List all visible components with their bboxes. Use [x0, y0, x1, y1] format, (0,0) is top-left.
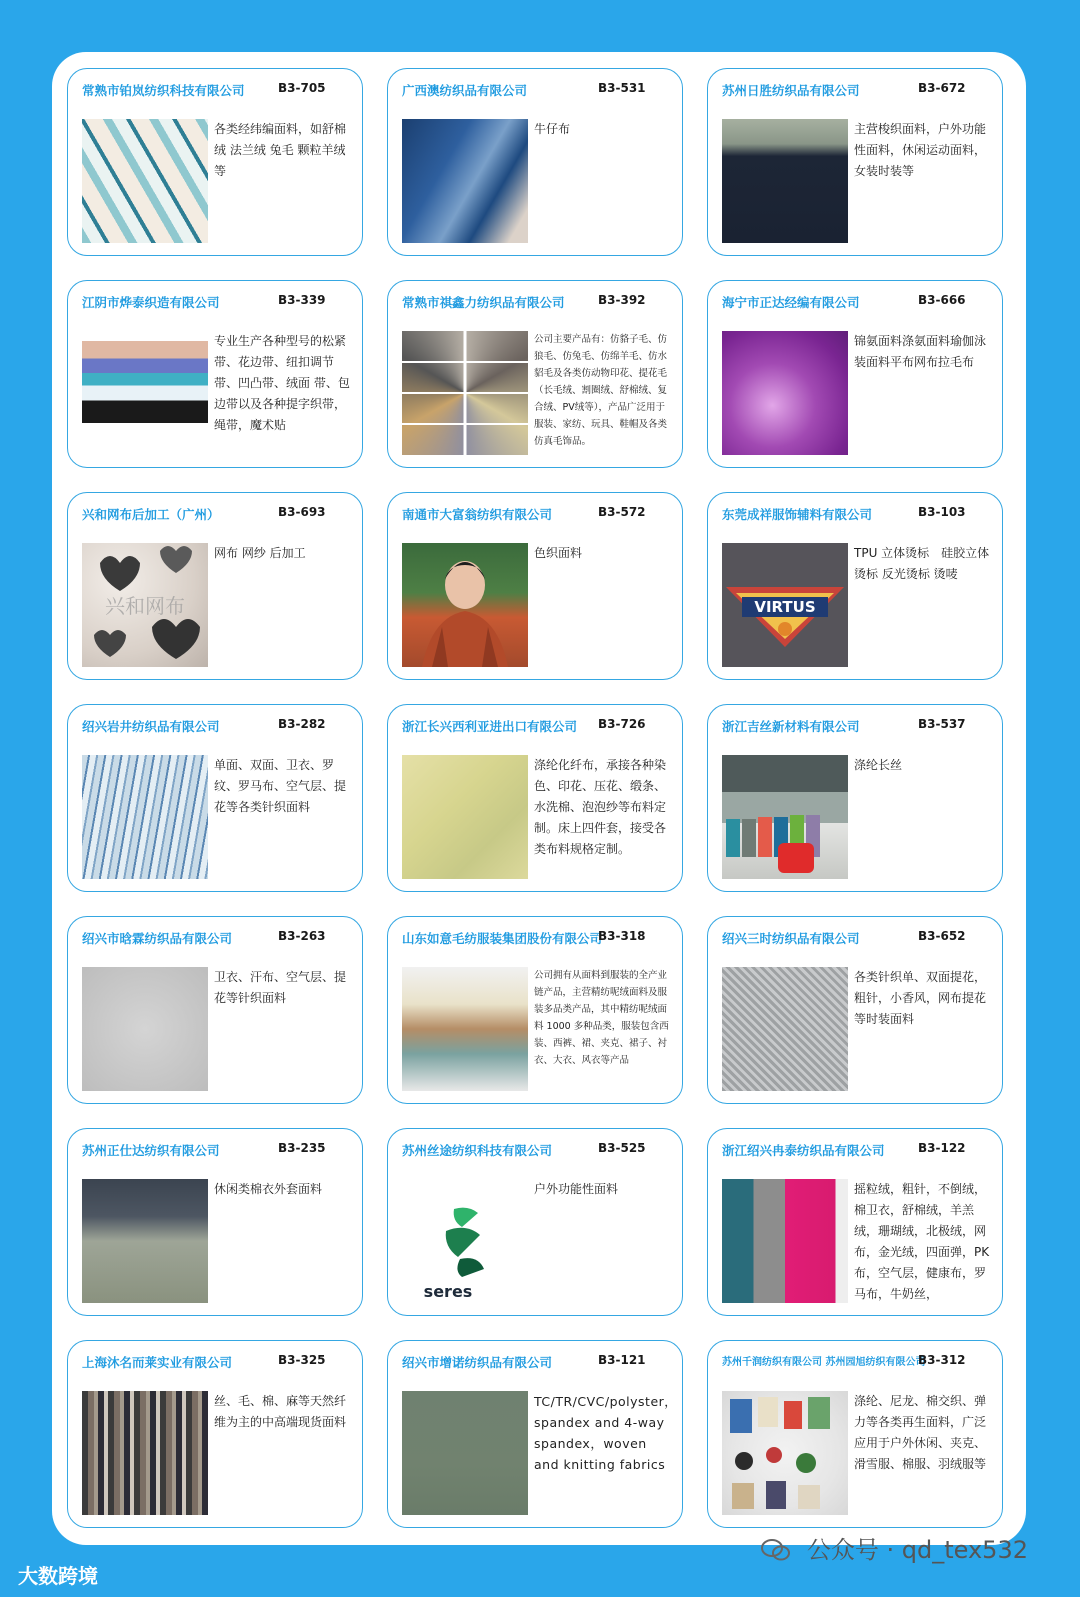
- product-image: [402, 1391, 528, 1515]
- seres-logo: [402, 1179, 528, 1303]
- booth-number: B3-312: [918, 1353, 966, 1367]
- product-image: [722, 967, 848, 1091]
- exhibitor-card[interactable]: [387, 916, 683, 1104]
- product-description: 牛仔布: [534, 122, 571, 136]
- company-name: 绍兴市增诺纺织品有限公司: [402, 1355, 553, 1370]
- product-image: [722, 119, 848, 243]
- exhibitor-card[interactable]: [707, 1340, 1003, 1528]
- booth-number: B3-693: [278, 505, 326, 519]
- exhibitor-card[interactable]: [387, 68, 683, 256]
- product-description: 涤纶、尼龙、棉交织、弹力等各类再生面料，广泛应用于户外休闲、夹克、滑雪服、棉服、羽绒服等: [854, 1394, 987, 1471]
- company-name: 东莞成祥服饰辅料有限公司: [722, 507, 873, 522]
- company-name: 苏州日胜纺织品有限公司: [722, 83, 860, 98]
- company-name: 苏州正仕达纺织有限公司: [82, 1143, 220, 1158]
- booth-number: B3-235: [278, 1141, 326, 1155]
- product-description: 色织面料: [534, 546, 583, 560]
- booth-number: B3-572: [598, 505, 646, 519]
- exhibitor-card[interactable]: [67, 704, 363, 892]
- product-description: 涤纶化纤布，承接各种染色、印花、压花、缎条、水洗棉、泡泡纱等布料定制。床上四件套，接受各类布料规格定制。: [534, 758, 667, 856]
- product-description: 丝、毛、棉、麻等天然纤维为主的中高端现货面料: [214, 1394, 347, 1429]
- product-image: [402, 1179, 528, 1303]
- yarn-spools-graphic: [722, 755, 848, 879]
- product-image: [82, 1391, 208, 1515]
- exhibitor-card[interactable]: [67, 68, 363, 256]
- product-image: [82, 967, 208, 1091]
- product-image: [722, 331, 848, 455]
- product-description: 网布 网纱 后加工: [214, 546, 306, 560]
- booth-number: B3-103: [918, 505, 966, 519]
- badge-logo-graphic: [722, 543, 848, 667]
- exhibitor-card[interactable]: [707, 492, 1003, 680]
- company-name: 苏州丝途纺织科技有限公司: [402, 1143, 553, 1158]
- company-name: 浙江吉丝新材料有限公司: [722, 719, 860, 734]
- product-image: [82, 331, 208, 455]
- product-description: 休闲类棉衣外套面料: [214, 1182, 323, 1196]
- booth-number: B3-122: [918, 1141, 966, 1155]
- exhibitor-card[interactable]: [707, 916, 1003, 1104]
- company-name: 绍兴市晗霖纺织品有限公司: [82, 931, 233, 946]
- company-name: 常熟市铂岚纺织科技有限公司: [82, 83, 245, 98]
- wechat-account: [761, 1530, 1028, 1565]
- company-name: 苏州千润纺织有限公司 苏州园旭纺织有限公司: [722, 1357, 926, 1368]
- product-description: 公司主要产品有：仿貉子毛、仿狼毛、仿兔毛、仿绵羊毛、仿水貂毛及各类仿动物印花、提花毛（长毛绒、割圈绒、舒棉绒、复合绒、PV绒等），产品广泛用于服装、家纺、玩具、鞋帽及各类仿真毛饰品。: [534, 334, 668, 447]
- exhibitor-card[interactable]: [387, 492, 683, 680]
- company-name: 上海沐名而莱实业有限公司: [82, 1355, 233, 1370]
- company-name: 广西澳纺织品有限公司: [402, 83, 528, 98]
- company-name: 海宁市正达经编有限公司: [722, 295, 860, 310]
- booth-number: B3-537: [918, 717, 966, 731]
- company-name: 浙江绍兴冉泰纺织品有限公司: [722, 1143, 885, 1158]
- person-photo-graphic: [402, 543, 528, 667]
- heart-patches-graphic: [82, 543, 208, 667]
- product-image: [402, 331, 528, 455]
- seres-text: seres: [423, 1282, 473, 1301]
- exhibitor-grid: [67, 68, 1003, 1528]
- exhibitor-card[interactable]: [67, 1340, 363, 1528]
- brand-text: 大数跨境: [18, 1564, 98, 1588]
- company-name: 山东如意毛纺服装集团股份有限公司: [402, 931, 603, 946]
- company-name: 兴和网布后加工（广州）: [82, 507, 220, 522]
- product-description: 摇粒绒，粗针，不倒绒，棉卫衣，舒棉绒，羊羔绒，珊瑚绒，北极绒，网布，金光绒，四面弹，PK 布，空气层，健康布，罗马布，牛奶丝，: [854, 1182, 990, 1301]
- exhibitor-card[interactable]: [67, 916, 363, 1104]
- exhibitor-card[interactable]: [387, 1340, 683, 1528]
- product-image: [402, 967, 528, 1091]
- booth-number: B3-531: [598, 81, 646, 95]
- company-name: 江阴市烨泰织造有限公司: [82, 295, 220, 310]
- product-description: 卫衣、汗布、空气层、提花等针织面料: [214, 970, 347, 1005]
- product-description: 涤纶长丝: [854, 758, 903, 772]
- wechat-account-text: 公众号 · qd_tex532: [806, 1536, 1028, 1564]
- product-image: [722, 755, 848, 879]
- company-name: 浙江长兴西利亚进出口有限公司: [402, 719, 578, 734]
- content-panel: [52, 52, 1026, 1545]
- product-image: [402, 543, 528, 667]
- wechat-icon: [761, 1539, 791, 1561]
- exhibitor-card[interactable]: [707, 1128, 1003, 1316]
- brand-watermark: [18, 1560, 98, 1589]
- company-name: 绍兴岩井纺织品有限公司: [82, 719, 220, 734]
- booth-number: B3-672: [918, 81, 966, 95]
- booth-number: B3-282: [278, 717, 326, 731]
- exhibitor-card[interactable]: [387, 1128, 683, 1316]
- booth-number: B3-726: [598, 717, 646, 731]
- product-description: 主营梭织面料，户外功能性面料，休闲运动面料，女装时装等: [854, 122, 987, 178]
- thumb-watermark: 兴和网布: [105, 594, 185, 618]
- booth-number: B3-325: [278, 1353, 326, 1367]
- product-description: 户外功能性面料: [534, 1182, 619, 1196]
- booth-number: B3-263: [278, 929, 326, 943]
- exhibitor-card[interactable]: [707, 68, 1003, 256]
- product-image: [722, 1391, 848, 1515]
- product-image: [82, 119, 208, 243]
- booth-number: B3-705: [278, 81, 326, 95]
- booth-number: B3-318: [598, 929, 646, 943]
- product-image: [402, 119, 528, 243]
- product-image: [82, 1179, 208, 1303]
- booth-number: B3-121: [598, 1353, 646, 1367]
- product-image: [722, 543, 848, 667]
- product-image: [722, 1179, 848, 1303]
- booth-number: B3-652: [918, 929, 966, 943]
- product-image: [82, 755, 208, 879]
- product-description: 各类针织单、双面提花，粗针，小香风，网布提花等时装面料: [854, 970, 987, 1026]
- exhibitor-card[interactable]: [67, 1128, 363, 1316]
- booth-number: B3-525: [598, 1141, 646, 1155]
- product-description: TC/TR/CVC/polyster，spandex and 4-way spandex，woven and knitting fabrics: [534, 1394, 678, 1472]
- exhibitor-card[interactable]: [67, 492, 363, 680]
- product-description: 专业生产各种型号的松紧带、花边带、纽扣调节带、凹凸带、绒面 带、包边带以及各种提字织带，绳带，魔术贴: [214, 334, 350, 432]
- booth-number: B3-666: [918, 293, 966, 307]
- product-description: 各类经纬编面料，如舒棉绒 法兰绒 兔毛 颗粒羊绒等: [214, 122, 347, 178]
- product-description: 锦氨面料涤氨面料瑜伽泳装面料平布网布拉毛布: [854, 334, 987, 369]
- company-name: 绍兴三时纺织品有限公司: [722, 931, 860, 946]
- exhibitor-card[interactable]: [387, 704, 683, 892]
- product-description: TPU 立体烫标 硅胶立体烫标 反光烫标 烫唛: [854, 546, 990, 581]
- product-image: [402, 755, 528, 879]
- booth-number: B3-339: [278, 293, 326, 307]
- exhibitor-card[interactable]: [707, 280, 1003, 468]
- hangtag-samples-graphic: [722, 1391, 848, 1515]
- exhibitor-card[interactable]: [707, 704, 1003, 892]
- company-name: 常熟市祺鑫力纺织品有限公司: [402, 295, 565, 310]
- exhibitor-card[interactable]: [67, 280, 363, 468]
- exhibitor-card[interactable]: [387, 280, 683, 468]
- badge-text: VIRTUS: [754, 598, 816, 616]
- product-image: [82, 543, 208, 667]
- company-name: 南通市大富翁纺织有限公司: [402, 507, 553, 522]
- booth-number: B3-392: [598, 293, 646, 307]
- product-description: 公司拥有从面料到服装的全产业链产品，主营精纺呢绒面料及服装多品类产品，其中精纺呢绒面料 1000 多种品类，服装包含西装、西裤、裙、夹克、裙子、衬衣、大衣、风衣等产品: [534, 970, 669, 1066]
- product-description: 单面、双面、卫衣、罗纹、罗马布、空气层、提花等各类针织面料: [214, 758, 347, 814]
